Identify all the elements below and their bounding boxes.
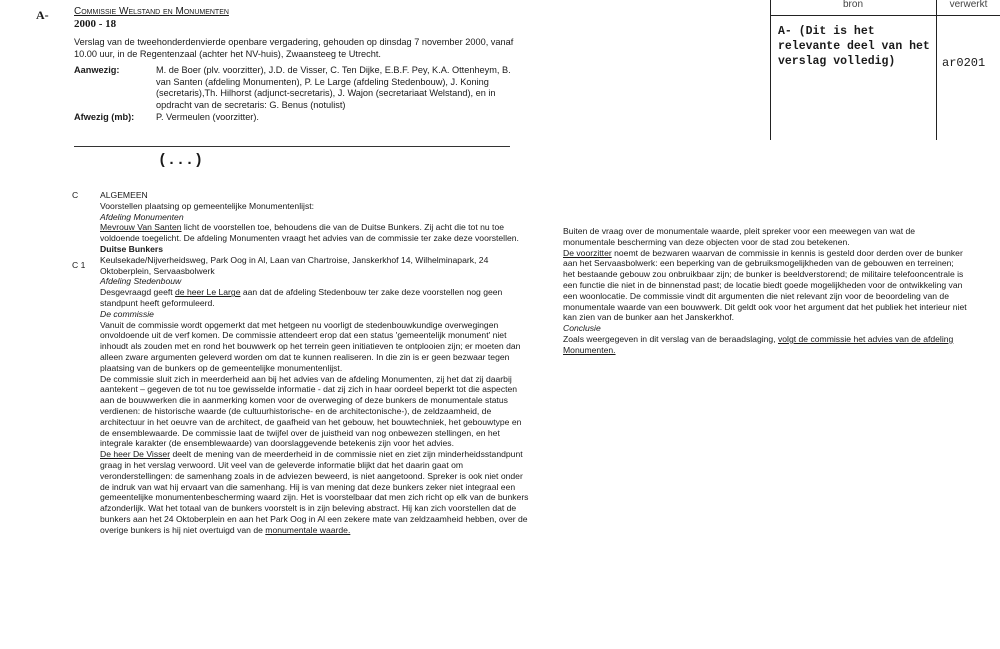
box-left-border bbox=[770, 0, 771, 140]
section-c-body: licht de voorstellen toe, behoudens die van de Duitse Bunkers. Zij acht die tot nu toe voldoende toegelicht. De afdeling Monumenten vraagt het advies van de commissie ter zake deze voorstellen. bbox=[100, 222, 519, 244]
source-box bbox=[770, 0, 1000, 140]
c1-paragraph-2: Vanuit de commissie wordt opgemerkt dat met hetgeen nu voorligt de stedenbouwkundige overwegingen onvoldoende uit de verf komen. De commissie attendeert erop dat een status 'gemeentelijk monument' niet inhoudt als zouden met en rond het bouwwerk op het terrein geen initiatieven te ontplooien zijn; er moeten dan alleen zware argumenten geleverd worden om dat te kunnen realiseren. In die zin is er geen bezwaar tegen plaatsing van de bunkers op de gemeentelijke monumentenlijst. bbox=[100, 319, 521, 373]
speaker-de-visser: De heer De Visser bbox=[100, 449, 171, 460]
box-column-divider bbox=[936, 0, 937, 140]
col-bron-header: bron bbox=[842, 0, 863, 10]
right-paragraph-1: Buiten de vraag over de monumentale waarde, pleit spreker voor een meewegen van wat de monumentale bescherming van deze objecten voor de stad zou betekenen. bbox=[563, 226, 916, 247]
dept-monumenten: Afdeling Monumenten bbox=[100, 211, 184, 222]
document-header bbox=[74, 6, 514, 124]
right-paragraph-2: De voorzitter noemt de bezwaren waarvan de commissie in kennis is gesteld door derden over de bunker aan het Servaasbolwerk: een beperking van de gebruiksmogelijkheden van de gebouwen en terreinen; het bestaande gebouw zou onbruikbaar zijn; de bunker is beeldverstorend; de militaire telefooncentrale is een functie die niet in de binnenstad past; de locatie biedt goede mogelijkheden voor de ontwikkeling van een woonlocatie. De commissie vindt dit argumenten die niet relevant zijn voor de beoordeling van de monumentale waarde van een bouwwerk. Dit geldt ook voor het argument dat het publiek het interieur niet kan zien van de bunker aan het Janskerkhof. bbox=[563, 247, 967, 323]
section-c-code: C bbox=[72, 190, 79, 200]
section-c-title: ALGEMEEN bbox=[100, 190, 148, 200]
c1-paragraph-1: Desgevraagd geeft de heer Le Large aan dat de afdeling Stedenbouw ter zake deze voorstellen nog geen standpunt heeft geformuleerd. bbox=[100, 287, 503, 308]
omission-marker: (...) bbox=[158, 152, 204, 169]
speaker-le-large: de heer Le Large bbox=[175, 287, 241, 298]
present-row bbox=[74, 65, 514, 111]
dept-stedenbouw: Afdeling Stedenbouw bbox=[100, 276, 182, 287]
section-c1-code: C 1 bbox=[72, 260, 86, 270]
conclusion-heading: Conclusie bbox=[563, 323, 601, 334]
present-list: M. de Boer (plv. voorzitter), J.D. de Visser, C. Ten Dijke, E.B.F. Pey, K.A. Ottenheym, B. van Santen (afdeling Monumenten), P. Le Large (afdeling Stedenbouw), J. Koning (secretaris),Th. Hilhorst (adjunct-secretaris), J. Wajon (secretariaat Welstand), en in opdracht van de secretaris: G. Benus (notulist) bbox=[156, 65, 511, 110]
right-column bbox=[563, 226, 968, 356]
absent-row bbox=[74, 112, 514, 124]
bunker-locations: Keulsekade/Nijverheidsweg, Park Oog in Al, Laan van Chartroise, Janskerkhof 14, Wilhelminapark, 24 Oktoberplein, Servaasbolwerk bbox=[100, 254, 489, 276]
c1-paragraph-3: De commissie sluit zich in meerderheid aan bij het advies van de afdeling Monumenten, zij het dat zij daarbij aantekent – gegeven de tot nu toe gewisselde informatie - dat zij zich in haar oordeel beperkt tot die aspecten aan de bouwwerken die in aanmerking komen voor de overweging of deze bunkers de monumentale status verdienen: de historische waarde (de cultuurhistorische- en de architectonische-), de zeldzaamheid, de architectuur in het oeuvre van de architect, de gaafheid van het gebouw, het bouwtechniek, het gebouwtype en de ensemblewaarde. De commissie laat de twijfel over de juistheid van nog onbewezen stellingen, en het integrale karakter (de ensemblewaarde) van doorslaggevende betekenis zijn voor het advies. bbox=[100, 373, 522, 449]
commission-heading: De commissie bbox=[100, 308, 154, 319]
speaker-van-santen: Mevrouw Van Santen bbox=[100, 222, 182, 233]
archive-code: ar0201 bbox=[942, 56, 986, 70]
section-c bbox=[100, 190, 530, 536]
intro-text: Verslag van de tweehonderdenvierde openbare vergadering, gehouden op dinsdag 7 november 2000, vanaf 10.00 uur, in de Regentenzaal (achter het NV-huis), Zwaansteeg te Utrecht. bbox=[74, 37, 514, 59]
source-note: A- (Dit is het relevante deel van het verslag volledig) bbox=[778, 25, 930, 68]
section-c-text bbox=[100, 222, 530, 244]
speaker-voorzitter: De voorzitter bbox=[563, 247, 612, 258]
conclusion-text: Zoals weergegeven in dit verslag van de beraadslaging, volgt de commissie het advies van de afdeling Monumenten. bbox=[563, 333, 954, 355]
margin-marker: A- bbox=[36, 8, 49, 22]
present-label: Aanwezig: bbox=[74, 65, 120, 75]
header-divider bbox=[74, 146, 510, 147]
absent-list: P. Vermeulen (voorzitter). bbox=[156, 112, 259, 122]
col-verwerkt-header: verwerkt bbox=[949, 0, 988, 10]
c1-paragraph-4: De heer De Visser deelt de mening van de meerderheid in de commissie niet en ziet zijn minderheidsstandpunt graag in het verslag verwoord. Uit veel van de geleverde informatie blijkt dat het daarin gaat om veronderstellingen: de samenhang zoals in de adviezen beweerd, is niet aangetoond. Spreker is ook niet onder de indruk van wat hij ervaart van die samenhang. Hij is van mening dat deze bunkers zeker niet integraal een gemeentelijke monumentenbescherming waard zijn. Het is voorstelbaar dat men zich richt op elk van de bunkers afzonderlijk. Wat het totaal van de bunkers voorstelt is in zijn beleving abstract. Hij kan zich voorstellen dat de bunkers aan het 24 Oktoberplein en aan het Park Oog in Al een zekere mate van zeldzaamheid hebben, over de overige bunkers is hij niet overtuigd van de monumentale waarde. bbox=[100, 449, 529, 535]
box-header-line bbox=[770, 15, 1000, 16]
section-c1-title: Duitse Bunkers bbox=[100, 243, 164, 254]
section-c-subtitle: Voorstellen plaatsing op gemeentelijke Monumentenlijst: bbox=[100, 200, 315, 211]
org-name: Commissie Welstand en Monumenten bbox=[74, 6, 229, 17]
absent-label: Afwezig (mb): bbox=[74, 112, 135, 122]
report-number: 2000 - 18 bbox=[74, 18, 117, 30]
